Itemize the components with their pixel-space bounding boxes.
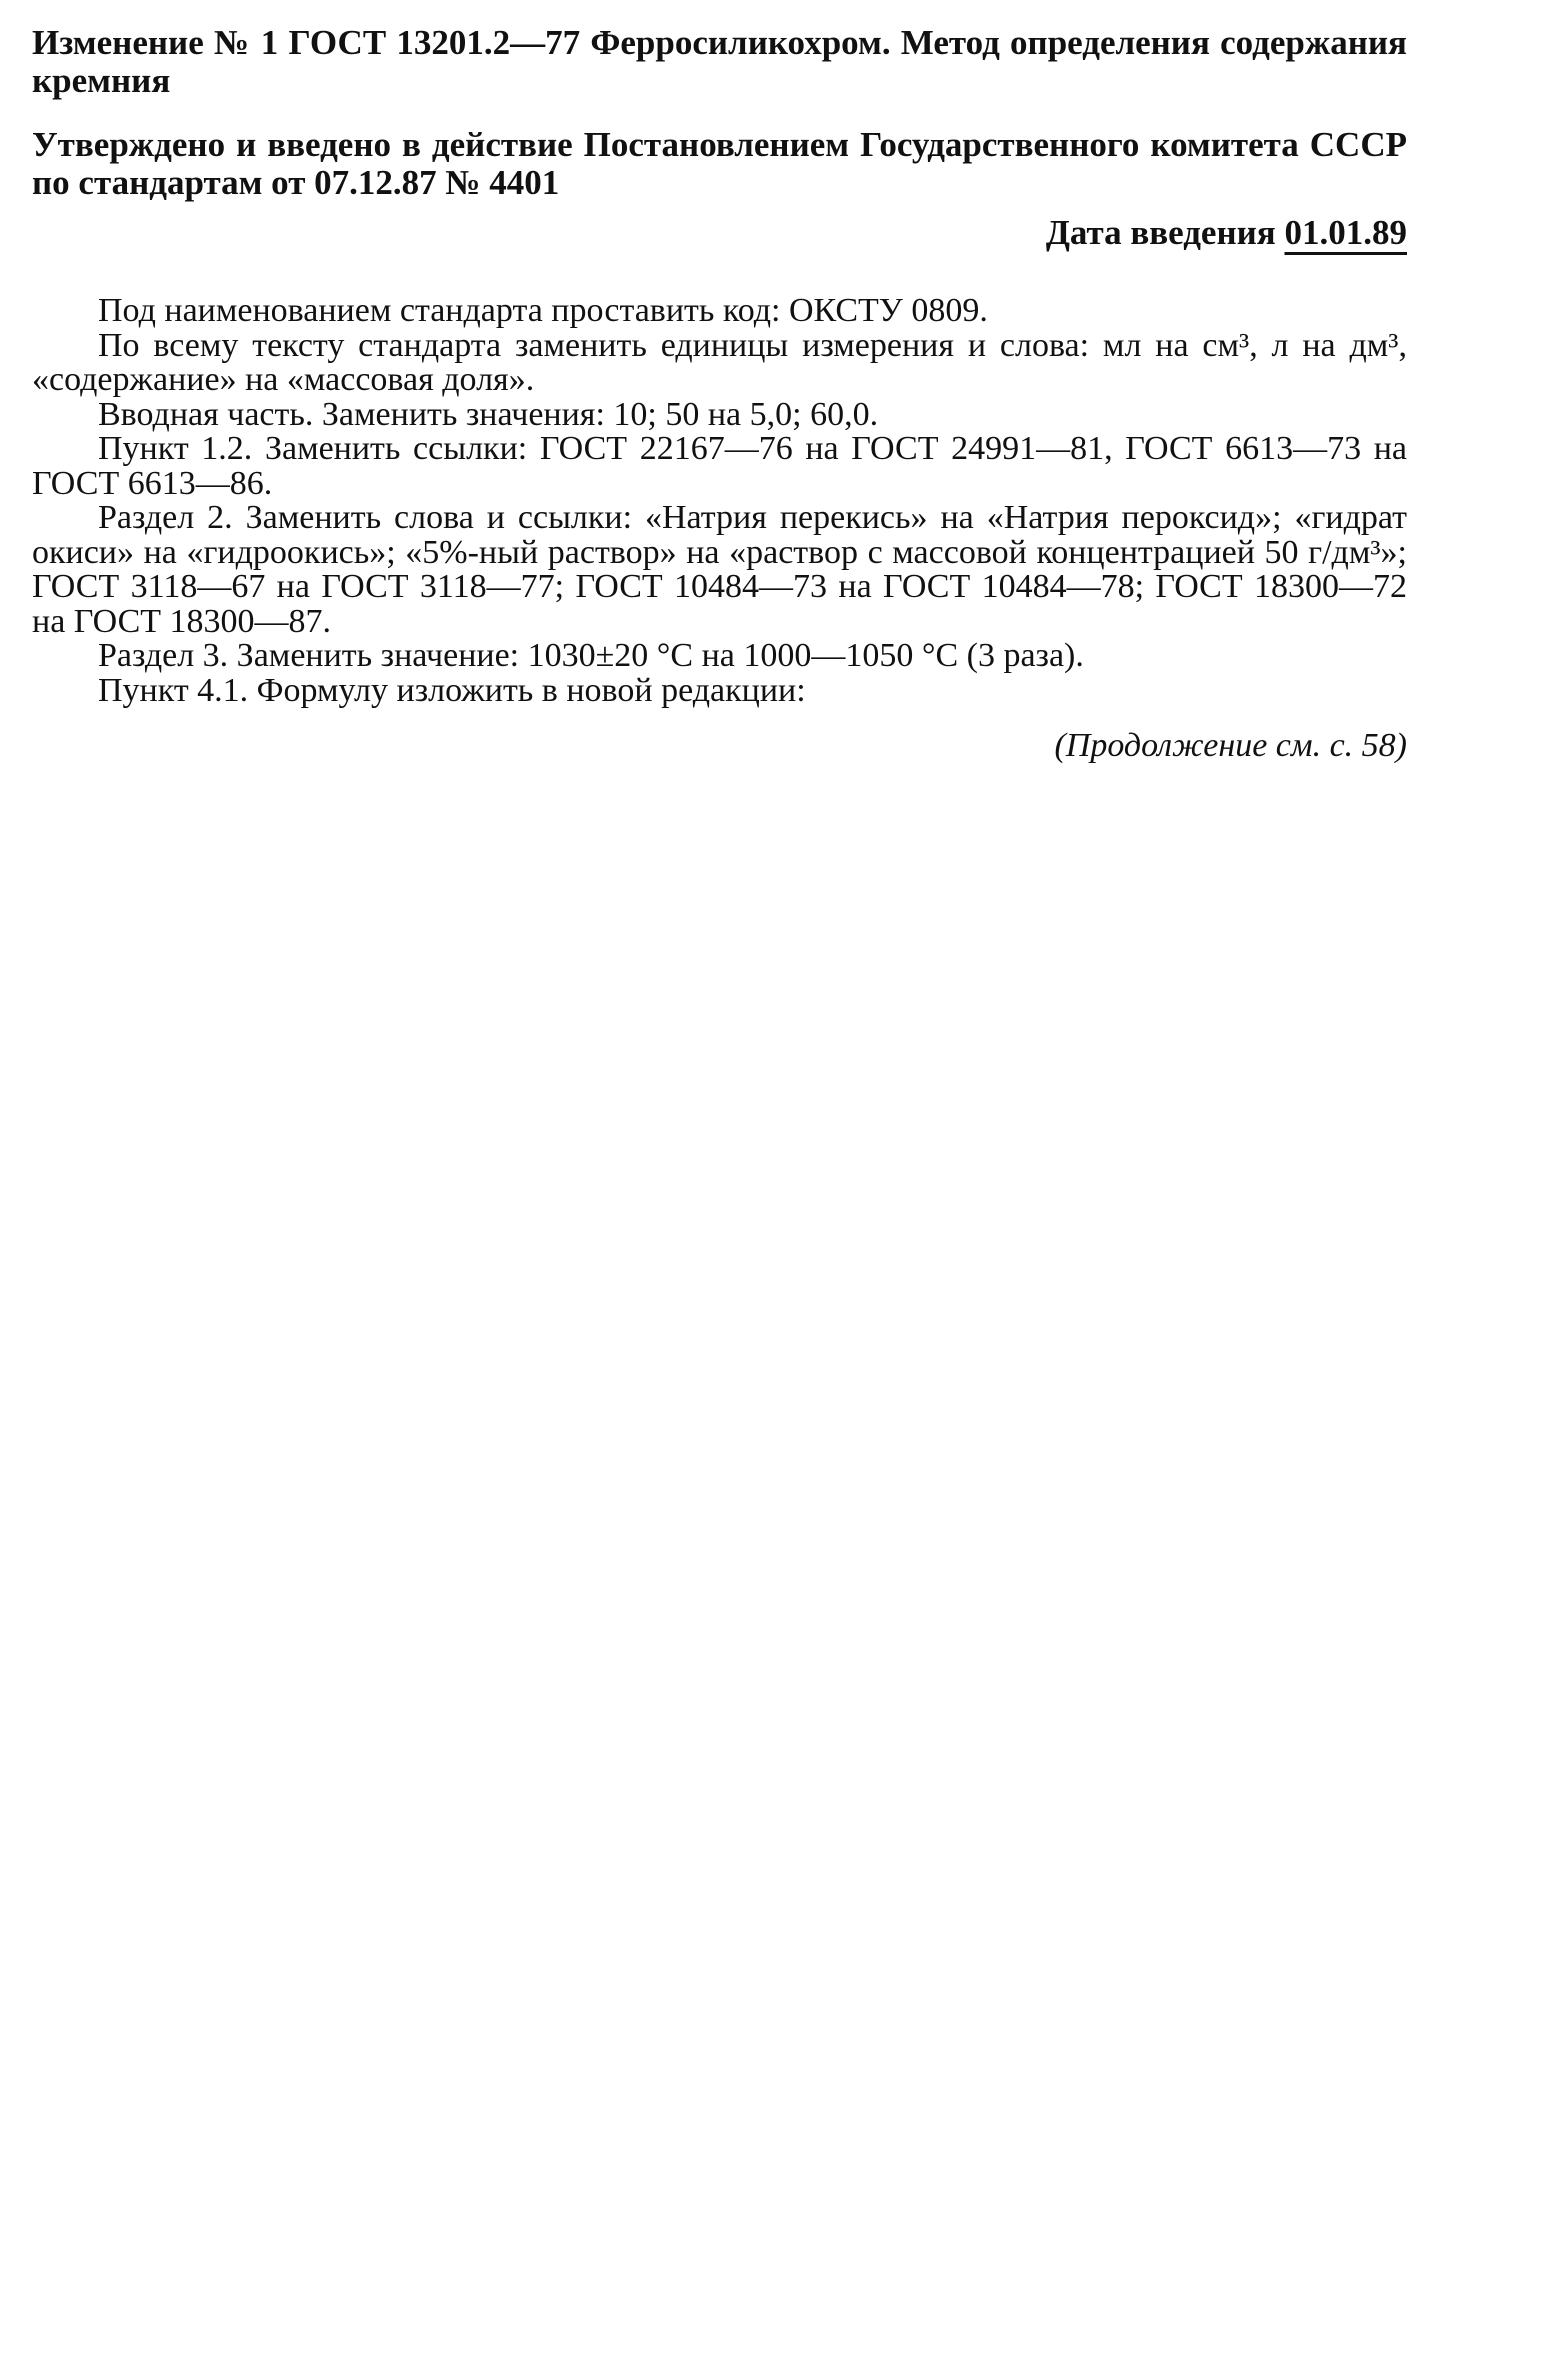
document-title: Изменение № 1 ГОСТ 13201.2—77 Ферросиликохром. Метод определения содержания кремния	[32, 23, 1407, 100]
document-page	[32, 22, 1407, 798]
continuation-note: (Продолжение см. с. 58)	[1054, 727, 1407, 764]
paragraph: Вводная часть. Заменить значения: 10; 50 на 5,0; 60,0.	[98, 395, 879, 433]
paragraph: Раздел 2. Заменить слова и ссылки: «Натрия перекись» на «Натрия пероксид»; «гидрат окиси» на «гидроокись»; «5%-ный раствор» на «раствор с массовой концентрацией 50 г/дм³»; ГОСТ 3118—67 на ГОСТ 3118—77; ГОСТ 10484—73 на ГОСТ 10484—78; ГОСТ 18300—72 на ГОСТ 18300—87.	[32, 499, 1407, 640]
effective-date	[32, 214, 1407, 252]
effective-date-label: Дата введения	[1045, 213, 1276, 252]
paragraph: Раздел 3. Заменить значение: 1030±20 °С на 1000—1050 °С (3 раза).	[98, 637, 1084, 674]
effective-date-value: 01.01.89	[1284, 213, 1407, 252]
paragraph: По всему тексту стандарта заменить единицы измерения и слова: мл на см³, л на дм³, «содержание» на «массовая доля».	[32, 326, 1407, 398]
approval-statement: Утверждено и введено в действие Постановлением Государственного комитета СССР по стандартам от 07.12.87 № 4401	[32, 125, 1407, 202]
paragraph: Пункт 4.1. Формулу изложить в новой редакции:	[98, 671, 806, 709]
paragraph: Под наименованием стандарта проставить код: ОКСТУ 0809.	[98, 292, 988, 329]
paragraph: Пункт 1.2. Заменить ссылки: ГОСТ 22167—76 на ГОСТ 24991—81, ГОСТ 6613—73 на ГОСТ 6613—86.	[32, 430, 1407, 502]
document-body	[32, 294, 1407, 764]
